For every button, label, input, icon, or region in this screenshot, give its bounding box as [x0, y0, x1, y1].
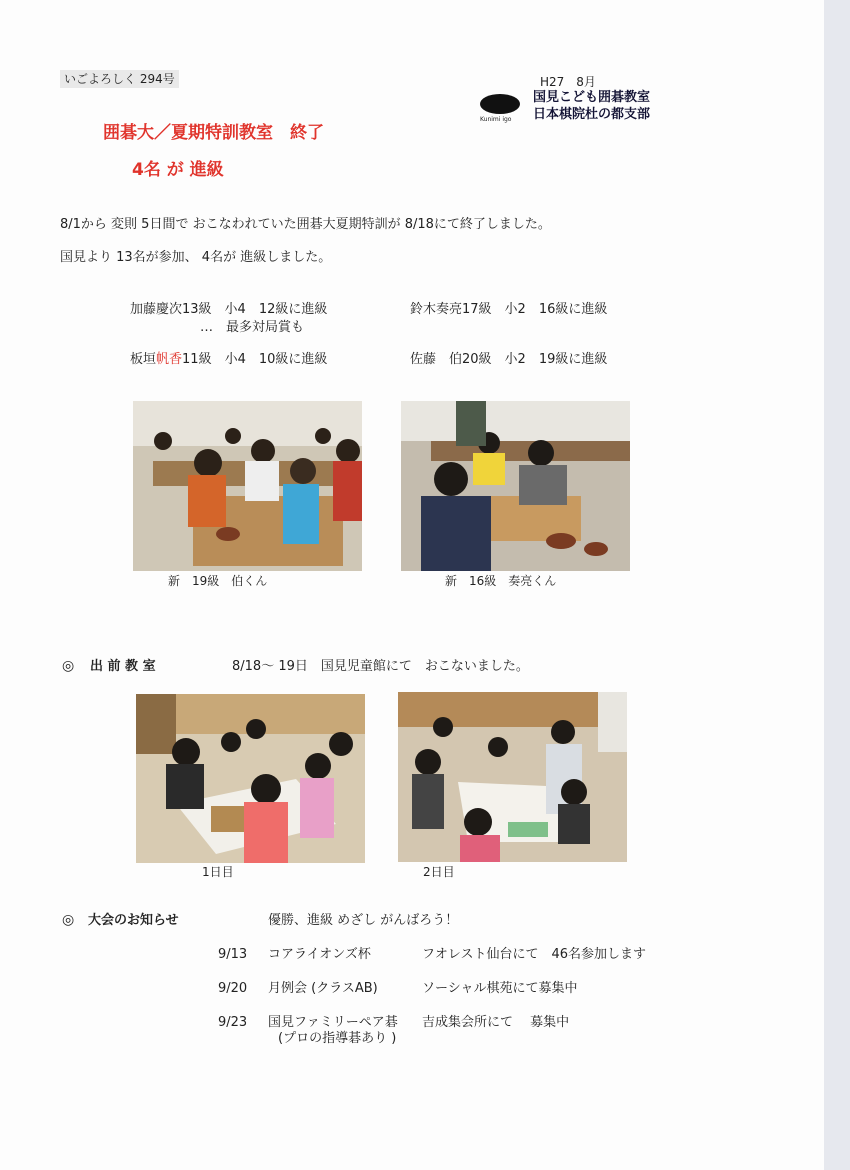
event-detail: フオレスト仙台にて 46名参加します [422, 947, 647, 962]
event-name: コアライオンズ杯 [268, 947, 371, 962]
intro-line-2: 国見より 13名が参加、 4名が 進級しました。 [60, 250, 332, 265]
issue-number: いごよろしく 294号 [60, 70, 179, 88]
promotion-3-detail: 11級 小4 10級に進級 [182, 352, 328, 367]
photo-training-left [133, 401, 362, 571]
logo-text: Kunimi igo [480, 116, 512, 123]
tournament-heading: 大会のお知らせ [88, 913, 179, 928]
event-name: 月例会 (クラスAB) [268, 981, 378, 996]
page-edge [824, 0, 850, 1170]
headline-subtitle: 4名 が 進級 [132, 160, 224, 180]
tournament-bullet: ◎ [62, 912, 75, 928]
photo-outreach-day1 [136, 694, 365, 863]
event-date: 9/23 [218, 1015, 248, 1030]
org-name: 国見こども囲碁教室 [533, 90, 651, 105]
caption-photo-left: 新 19級 伯くん [168, 574, 268, 588]
go-stone-logo [480, 94, 520, 114]
promotion-4: 佐藤 伯20級 小2 19級に進級 [410, 352, 608, 367]
outreach-bullet: ◎ [62, 658, 75, 674]
promotion-2: 鈴木奏亮17級 小2 16級に進級 [410, 302, 608, 317]
event-name: 国見ファミリーペア碁 [268, 1015, 398, 1030]
photo-training-right [401, 401, 630, 571]
promotion-1: 加藤慶次13級 小4 12級に進級 [130, 302, 328, 317]
promotion-3-surname: 板垣 [130, 352, 157, 367]
caption-day1: 1日目 [202, 865, 234, 879]
event-note: (プロの指導碁あり ) [278, 1031, 397, 1046]
event-detail: ソーシャル棋苑にて募集中 [422, 981, 578, 996]
org-branch: 日本棋院杜の都支部 [533, 107, 651, 122]
photo-outreach-day2 [398, 692, 627, 862]
tournament-slogan: 優勝、進級 めざし がんばろう！ [268, 913, 459, 928]
event-date: 9/13 [218, 947, 248, 962]
event-date: 9/20 [218, 981, 248, 996]
promotion-1-note: … 最多対局賞も [200, 320, 305, 335]
caption-day2: 2日目 [423, 865, 455, 879]
intro-line-1: 8/1から 変則 5日間で おこなわれていた囲碁大夏期特訓が 8/18にて終了しました。 [60, 217, 551, 232]
outreach-text: 8/18～ 19日 国見児童館にて おこないました。 [232, 659, 529, 674]
promotion-3-given-name: 帆香 [156, 352, 183, 367]
promotion-3 [130, 352, 327, 368]
event-detail: 吉成集会所にて 募集中 [422, 1015, 570, 1030]
caption-photo-right: 新 16級 奏亮くん [445, 574, 557, 588]
issue-date: H27 8月 [540, 75, 596, 89]
headline-title: 囲碁大／夏期特訓教室 終了 [103, 123, 324, 143]
outreach-heading: 出 前 教 室 [90, 659, 156, 674]
